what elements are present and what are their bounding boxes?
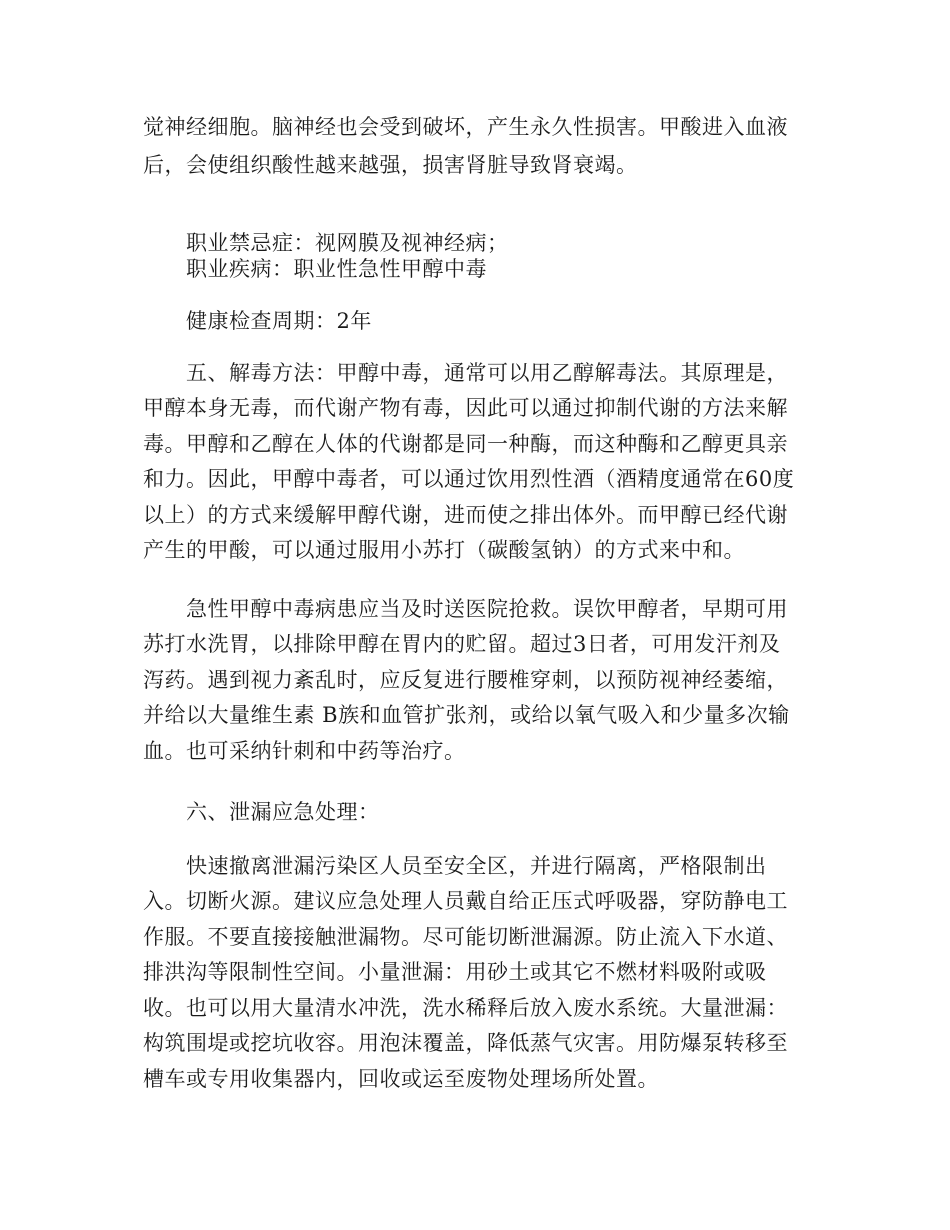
paragraph-detox-line-6: 产生的甲酸，可以通过服用小苏打（碳酸氢钠）的方式来中和。 (143, 538, 745, 562)
paragraph-treatment-line-4: 并给以大量维生素 B族和血管扩张剂，或给以氧气吸入和少量多次输 (143, 703, 790, 727)
paragraph-leak-line-2: 入。切断火源。建议应急处理人员戴自给正压式呼吸器，穿防静电工 (143, 889, 788, 913)
paragraph-occupational-disease: 职业疾病：职业性急性甲醇中毒 (186, 257, 487, 281)
paragraph-leak-line-1: 快速撤离泄漏污染区人员至安全区，并进行隔离，严格限制出 (186, 854, 767, 878)
paragraph-occupational-contraindication: 职业禁忌症：视网膜及视神经病； (186, 231, 509, 255)
paragraph-p1-line-1: 觉神经细胞。脑神经也会受到破坏，产生永久性损害。甲酸进入血液 (143, 115, 788, 139)
paragraph-treatment-line-5: 血。也可采纳针刺和中药等治疗。 (143, 739, 466, 763)
paragraph-leak-line-7: 槽车或专用收集器内，回收或运至废物处理场所处置。 (143, 1067, 659, 1091)
paragraph-treatment-line-2: 苏打水洗胃，以排除甲醇在胃内的贮留。超过3日者，可用发汗剂及 (143, 632, 781, 656)
section-heading-leak-response: 六、泄漏应急处理： (186, 800, 380, 824)
paragraph-treatment-line-1: 急性甲醇中毒病患应当及时送医院抢救。误饮甲醇者，早期可用 (186, 597, 788, 621)
paragraph-detox-line-2: 甲醇本身无毒，而代谢产物有毒，因此可以通过抑制代谢的方法来解 (143, 396, 788, 420)
paragraph-leak-line-4: 排洪沟等限制性空间。小量泄漏：用砂土或其它不燃材料吸附或吸 (143, 960, 767, 984)
paragraph-detox-line-4: 和力。因此，甲醇中毒者，可以通过饮用烈性酒（酒精度通常在60度 (143, 467, 795, 491)
paragraph-health-check-cycle: 健康检查周期：2年 (186, 309, 372, 333)
paragraph-detox-line-5: 以上）的方式来缓解甲醇代谢，进而使之排出体外。而甲醇已经代谢 (143, 503, 788, 527)
paragraph-detox-line-1: 五、解毒方法：甲醇中毒，通常可以用乙醇解毒法。其原理是， (186, 361, 788, 385)
paragraph-treatment-line-3: 泻药。遇到视力紊乱时，应反复进行腰椎穿刺，以预防视神经萎缩， (143, 668, 788, 692)
paragraph-leak-line-5: 收。也可以用大量清水冲洗，洗水稀释后放入废水系统。大量泄漏： (143, 996, 788, 1020)
paragraph-detox-line-3: 毒。甲醇和乙醇在人体的代谢都是同一种酶，而这种酶和乙醇更具亲 (143, 432, 788, 456)
paragraph-p1-line-2: 后，会使组织酸性越来越强，损害肾脏导致肾衰竭。 (143, 153, 638, 177)
paragraph-leak-line-6: 构筑围堤或挖坑收容。用泡沫覆盖，降低蒸气灾害。用防爆泵转移至 (143, 1031, 788, 1055)
paragraph-leak-line-3: 作服。不要直接接触泄漏物。尽可能切断泄漏源。防止流入下水道、 (143, 925, 788, 949)
